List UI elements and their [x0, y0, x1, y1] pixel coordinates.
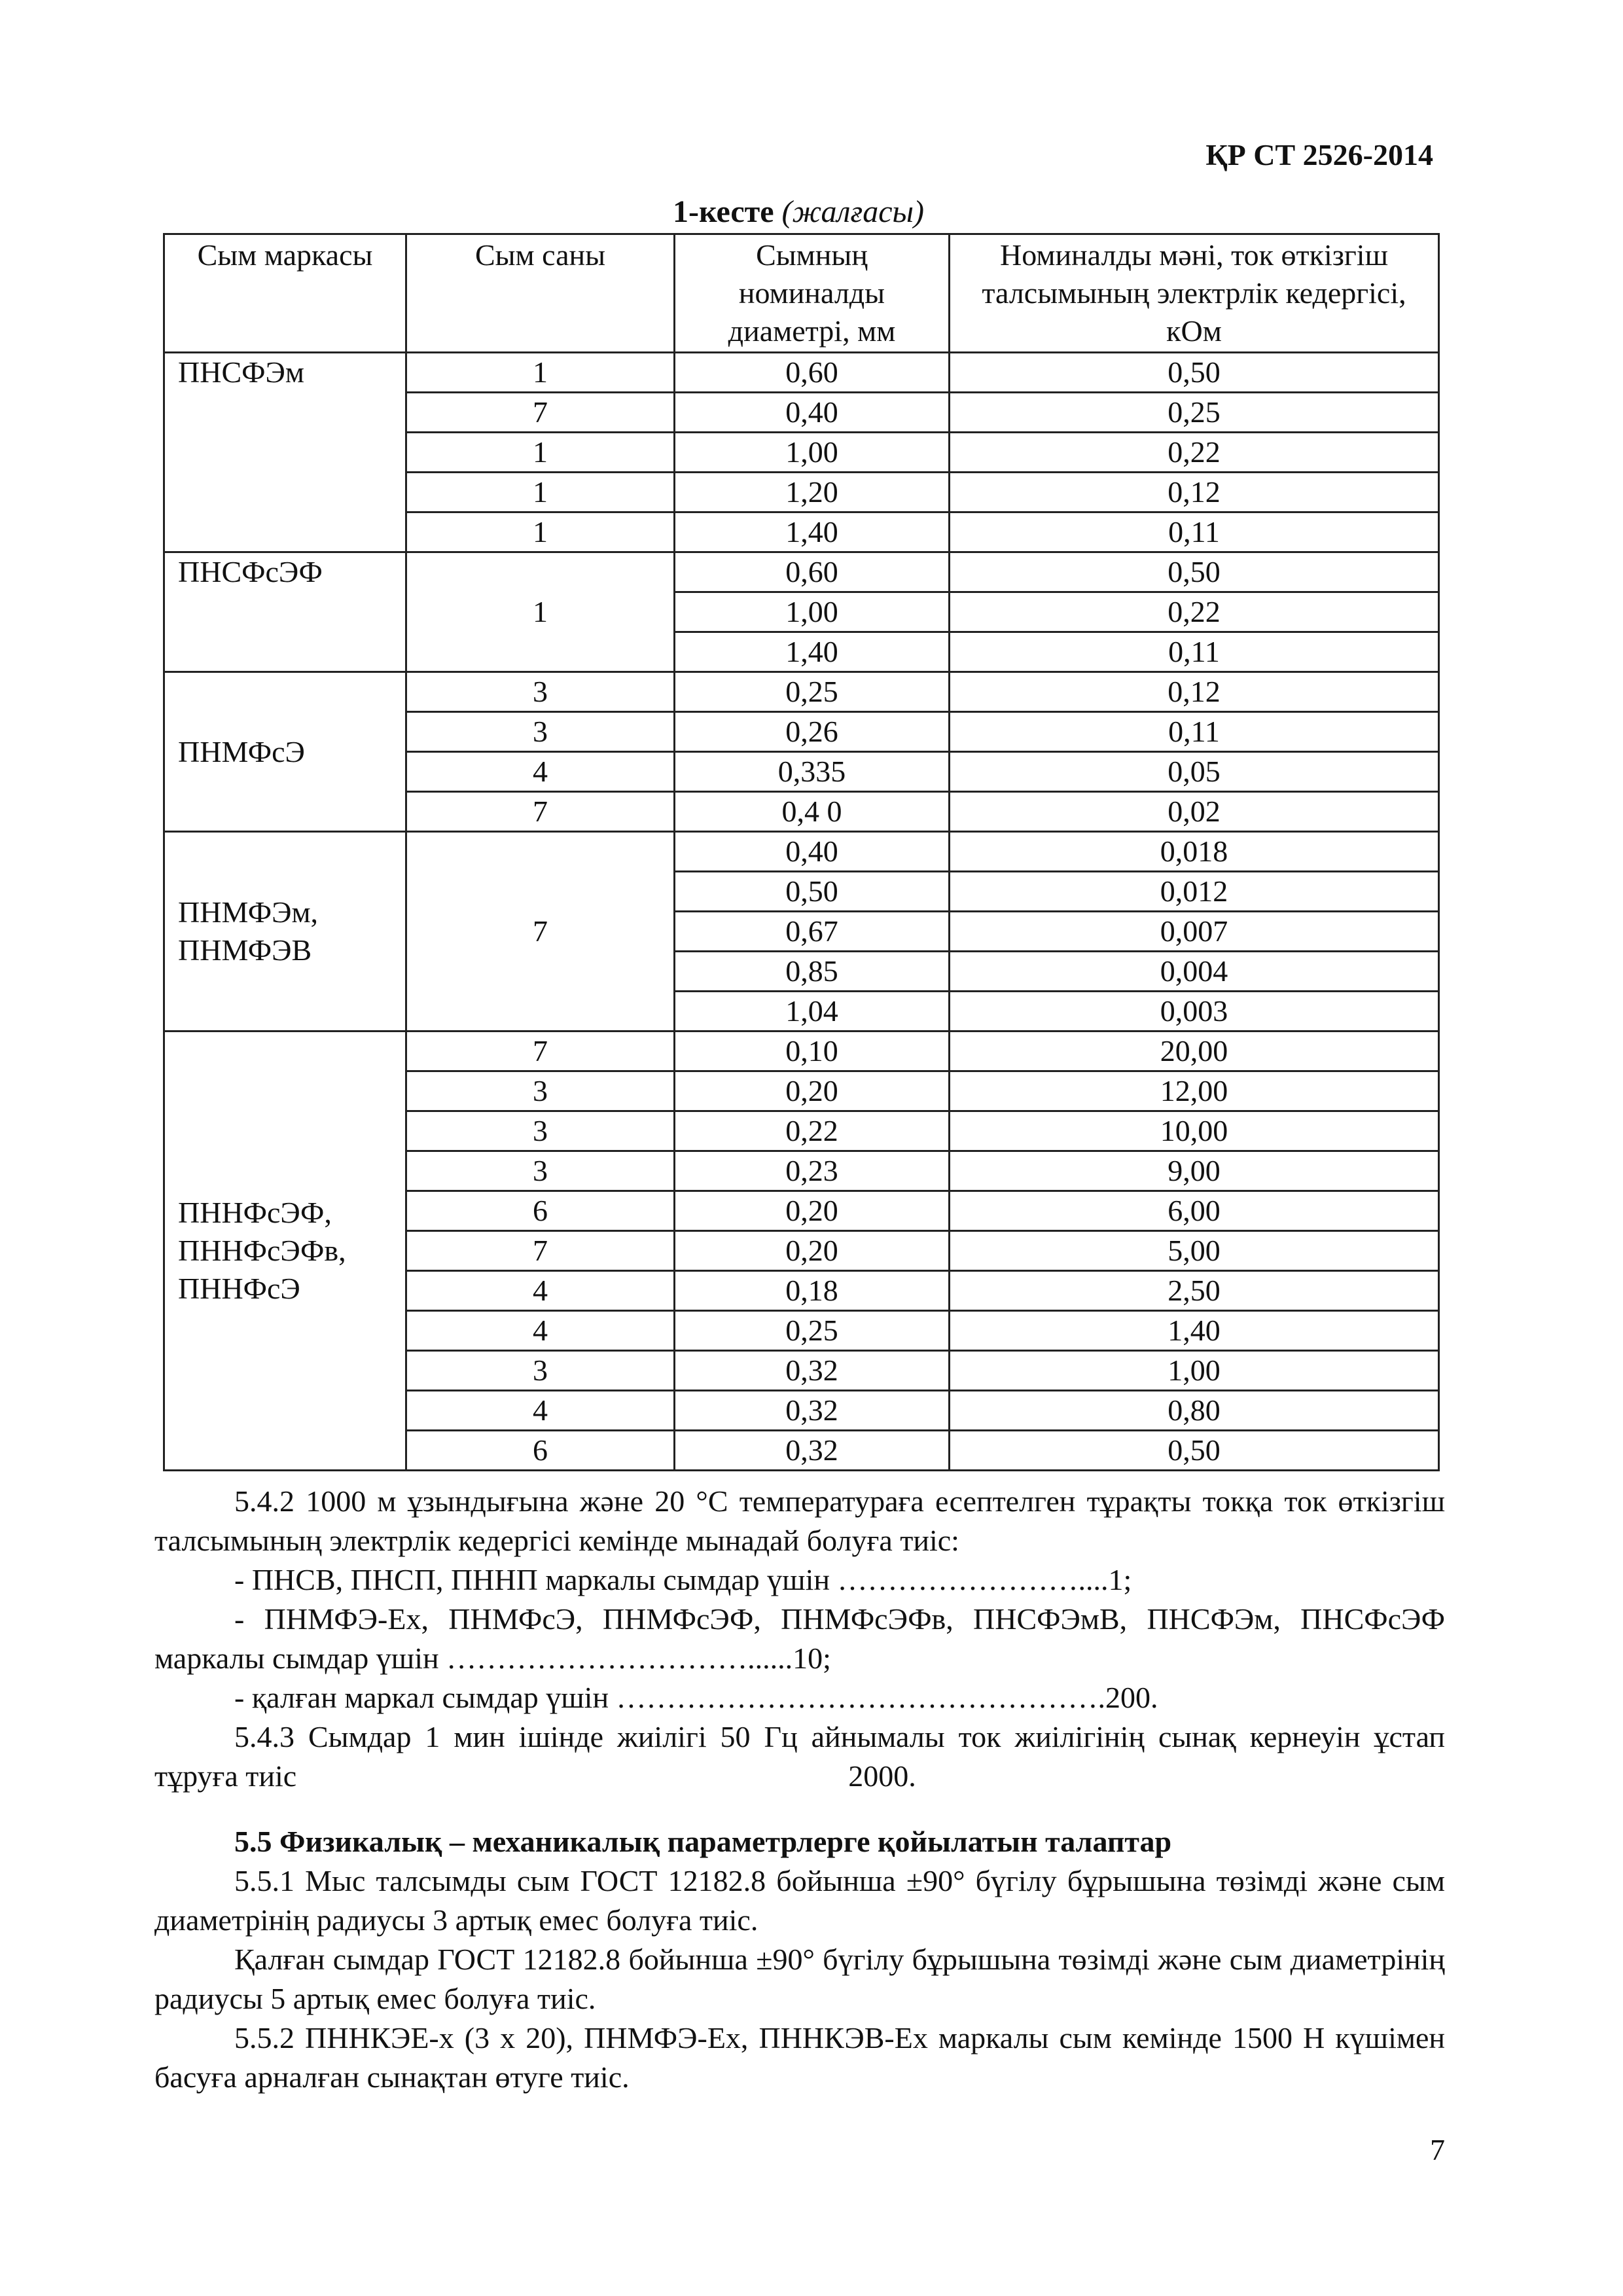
table-header-row: [164, 234, 1439, 353]
cell-mark: ПНМФсЭ: [164, 672, 406, 832]
cell-diameter: 0,50: [675, 872, 950, 912]
cell-diameter: 0,4 0: [675, 792, 950, 832]
mark-line: ПННФсЭФ,: [178, 1196, 332, 1229]
paragraph-5-5-1-b: Қалған сымдар ГОСТ 12182.8 бойынша ±90° бүгілу бұрышына төзімді және сым диаметрінің радиусы 5 артық емес болуға тиіс.: [154, 1943, 1445, 2015]
header-wire-count: Сым саны: [406, 234, 675, 353]
cell-diameter: 0,85: [675, 952, 950, 992]
cell-diameter: 0,60: [675, 353, 950, 393]
paragraph-5-4-2: 5.4.2 1000 м ұзындығына және 20 °С температураға есептелген тұрақты токқа ток өткізгіш талсымының электрлік кедергісі кемінде мынадай болуға тиіс:: [154, 1484, 1445, 1557]
cell-diameter: 0,25: [675, 1311, 950, 1351]
table-row: [164, 552, 1439, 592]
cell-diameter: 0,22: [675, 1111, 950, 1151]
list-item: - қалған маркал сымдар үшін ………………………………………….200.: [234, 1681, 1158, 1714]
cell-resistance: 20,00: [950, 1031, 1439, 1071]
cell-resistance: 0,003: [950, 992, 1439, 1031]
cell-diameter: 1,04: [675, 992, 950, 1031]
cell-resistance: 0,12: [950, 672, 1439, 712]
cell-diameter: 0,32: [675, 1431, 950, 1471]
cell-diameter: 0,60: [675, 552, 950, 592]
cell-diameter: 0,20: [675, 1071, 950, 1111]
cell-diameter: 1,40: [675, 632, 950, 672]
paragraph-5-5-1: 5.5.1 Мыс талсымды сым ГОСТ 12182.8 бойынша ±90° бүгілу бұрышына төзімді және сым диаметрінің радиусы 3 артық емес болуға тиіс.: [154, 1864, 1445, 1937]
cell-resistance: 0,018: [950, 832, 1439, 872]
cell-count: 7: [406, 1031, 675, 1071]
table-row: [164, 832, 1439, 872]
cell-count: 1: [406, 353, 675, 393]
cell-resistance: 0,02: [950, 792, 1439, 832]
cell-resistance: 0,80: [950, 1391, 1439, 1431]
cell-diameter: 0,40: [675, 832, 950, 872]
cell-resistance: 0,05: [950, 752, 1439, 792]
table-row: [164, 1031, 1439, 1071]
cell-resistance: 0,50: [950, 1431, 1439, 1471]
paragraph-5-4-3: [154, 1717, 1445, 1796]
cell-resistance: 0,007: [950, 912, 1439, 952]
cell-count: 3: [406, 1151, 675, 1191]
cell-resistance: 2,50: [950, 1271, 1439, 1311]
cell-resistance: 0,004: [950, 952, 1439, 992]
table-row: [164, 353, 1439, 393]
cell-count: 3: [406, 1111, 675, 1151]
paragraph-5-4-3-value: 2000.: [848, 1759, 916, 1793]
paragraph-5-4-3-text: 5.4.3 Сымдар 1 мин ішінде жиілігі 50 Гц айнымалы ток жиілігінің сынақ кернеуін ұстап тұруға тиіс: [154, 1720, 1445, 1793]
cell-resistance: 0,012: [950, 872, 1439, 912]
cell-diameter: 0,20: [675, 1231, 950, 1271]
cell-resistance: 0,22: [950, 433, 1439, 473]
cell-resistance: 0,50: [950, 353, 1439, 393]
cell-count: 6: [406, 1431, 675, 1471]
mark-line: ПННФсЭ: [178, 1272, 300, 1305]
cell-mark: [164, 1031, 406, 1471]
cell-diameter: 1,00: [675, 592, 950, 632]
cell-resistance: 0,22: [950, 592, 1439, 632]
cell-mark: [164, 832, 406, 1031]
cell-count: 7: [406, 1231, 675, 1271]
cell-diameter: 1,20: [675, 473, 950, 512]
cell-diameter: 0,32: [675, 1351, 950, 1391]
cell-count: 4: [406, 1271, 675, 1311]
wire-spec-table: [163, 233, 1440, 1471]
cell-count: 3: [406, 1071, 675, 1111]
cell-diameter: 0,40: [675, 393, 950, 433]
cell-count: 1: [406, 512, 675, 552]
cell-count: 3: [406, 672, 675, 712]
section-heading-5-5: 5.5 Физикалық – механикалық параметрлерге қойылатын талаптар: [234, 1825, 1172, 1858]
mark-line: ПНМФЭВ: [178, 933, 312, 967]
cell-count: 1: [406, 552, 675, 672]
header-diameter: Сымның номиналды диаметрі, мм: [675, 234, 950, 353]
cell-count: 3: [406, 1351, 675, 1391]
cell-diameter: 0,20: [675, 1191, 950, 1231]
cell-resistance: 0,25: [950, 393, 1439, 433]
paragraph-5-5-2: 5.5.2 ПННКЭЕ-х (3 х 20), ПНМФЭ-Ех, ПННКЭВ-Ех маркалы сым кемінде 1500 Н күшімен басуға арналған сынақтан өтуге тиіс.: [154, 2021, 1445, 2094]
cell-resistance: 0,50: [950, 552, 1439, 592]
cell-mark: ПНСФЭм: [164, 353, 406, 552]
header-resistance: Номиналды мәні, ток өткізгіш талсымының электрлік кедергісі, кОм: [950, 234, 1439, 353]
cell-count: 7: [406, 832, 675, 1031]
list-item: - ПНСВ, ПНСП, ПННП маркалы сымдар үшін ……………………....1;: [234, 1563, 1132, 1596]
cell-diameter: 0,67: [675, 912, 950, 952]
cell-diameter: 0,18: [675, 1271, 950, 1311]
list-item: - ПНМФЭ-Ех, ПНМФсЭ, ПНМФсЭФ, ПНМФсЭФв, ПНСФЭмВ, ПНСФЭм, ПНСФсЭФ маркалы сымдар үшін …………………………......10;: [154, 1602, 1445, 1675]
page-number: 7: [1430, 2133, 1445, 2166]
cell-count: 6: [406, 1191, 675, 1231]
cell-count: 7: [406, 792, 675, 832]
cell-resistance: 9,00: [950, 1151, 1439, 1191]
cell-count: 4: [406, 1311, 675, 1351]
cell-diameter: 1,40: [675, 512, 950, 552]
cell-diameter: 0,25: [675, 672, 950, 712]
cell-resistance: 0,11: [950, 512, 1439, 552]
cell-resistance: 12,00: [950, 1071, 1439, 1111]
cell-resistance: 0,11: [950, 632, 1439, 672]
cell-count: 1: [406, 473, 675, 512]
cell-resistance: 10,00: [950, 1111, 1439, 1151]
cell-resistance: 0,11: [950, 712, 1439, 752]
table-caption-number: 1-кесте: [673, 194, 774, 229]
cell-count: 1: [406, 433, 675, 473]
table-row: [164, 672, 1439, 712]
document-code: ҚР СТ 2526-2014: [1205, 138, 1433, 171]
cell-mark: ПНСФсЭФ: [164, 552, 406, 672]
cell-resistance: 0,12: [950, 473, 1439, 512]
cell-resistance: 1,40: [950, 1311, 1439, 1351]
cell-count: 7: [406, 393, 675, 433]
cell-count: 4: [406, 752, 675, 792]
cell-diameter: 0,23: [675, 1151, 950, 1191]
cell-diameter: 0,26: [675, 712, 950, 752]
mark-line: ПННФсЭФв,: [178, 1234, 346, 1267]
cell-diameter: 0,335: [675, 752, 950, 792]
cell-count: 4: [406, 1391, 675, 1431]
table-caption-continued: (жалғасы): [781, 194, 924, 229]
cell-diameter: 0,10: [675, 1031, 950, 1071]
cell-resistance: 1,00: [950, 1351, 1439, 1391]
body-text-block: [154, 1482, 1445, 2097]
cell-resistance: 5,00: [950, 1231, 1439, 1271]
header-wire-mark: Сым маркасы: [164, 234, 406, 353]
mark-line: ПНМФЭм,: [178, 895, 319, 929]
cell-resistance: 6,00: [950, 1191, 1439, 1231]
cell-count: 3: [406, 712, 675, 752]
table-caption: [0, 194, 1597, 230]
cell-diameter: 1,00: [675, 433, 950, 473]
cell-diameter: 0,32: [675, 1391, 950, 1431]
